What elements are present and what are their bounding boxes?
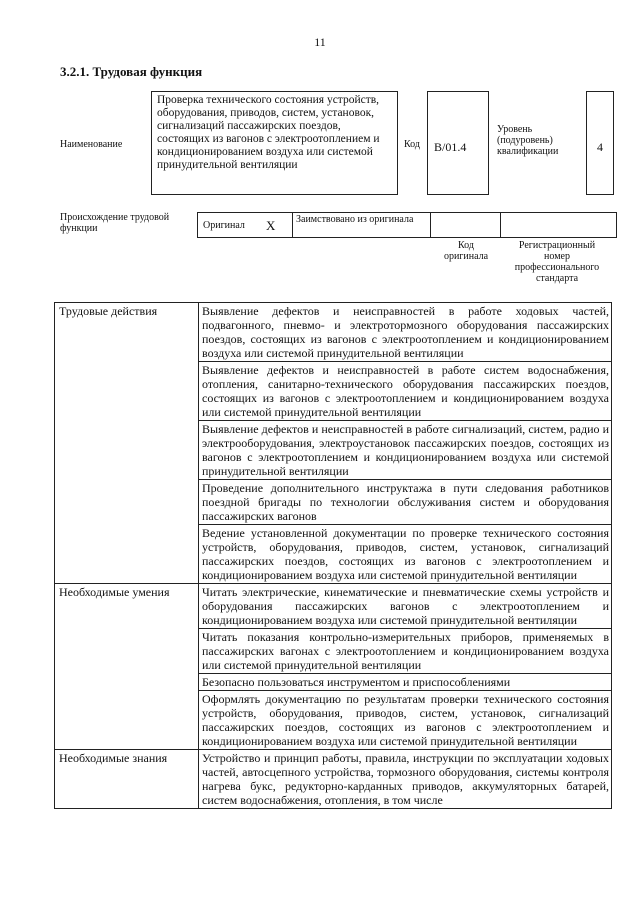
table-row: [55, 584, 612, 629]
original-mark: X: [266, 218, 276, 233]
table-row: [55, 303, 612, 362]
origin-reg-cell: [501, 213, 616, 237]
section-header-actions: Трудовые действия: [55, 303, 199, 584]
section-header-knowledge: Необходимые знания: [55, 750, 199, 809]
origin-code-cell: [431, 213, 501, 237]
list-item: Устройство и принцип работы, правила, инструкции по эксплуатации ходовых частей, автосцепного устройства, тормозного оборудования, системы контроля нагрева букс, редукторно-карданных приводов, аккумуляторных батарей, систем водоснабжения, отопления, в том числе: [199, 750, 612, 809]
list-item: Выявление дефектов и неисправностей в работе сигнализаций, систем, радио и электрооборудования, электроустановок пассажирских поездов, состоящих из вагонов с электроотоплением и кондиционированием воздуха или системой принудительной вентиляции: [199, 421, 612, 480]
list-item: Читать электрические, кинематические и пневматические схемы устройств и оборудования пассажирских вагонов с электроотоплением и кондиционированием воздуха или системой принудительной вентиляции: [199, 584, 612, 629]
section-title: 3.2.1. Трудовая функция: [60, 64, 203, 79]
function-details-table: [54, 302, 612, 809]
table-row: [55, 750, 612, 809]
code-value-box: B/01.4: [427, 91, 489, 195]
list-item: Ведение установленной документации по проверке технического состояния устройств, оборудования, приводов, систем, установок, сигнализаций пассажирских поездов, состоящих из вагонов с электроотоплением и кондиционированием воздуха или системой принудительной вентиляции: [199, 525, 612, 584]
list-item: Проведение дополнительного инструктажа в пути следования работников поездной бригады по технологии обслуживания систем и оборудования пассажирских вагонов: [199, 480, 612, 525]
level-label: Уровень (подуровень) квалификации: [497, 124, 559, 157]
origin-original-cell: [198, 213, 293, 237]
list-item: Безопасно пользоваться инструментом и приспособлениями: [199, 674, 612, 691]
level-value-box: 4: [586, 91, 614, 195]
reg-number-caption: Регистрационный номер профессионального стандарта: [514, 240, 600, 284]
origin-label: Происхождение трудовой функции: [60, 212, 170, 234]
function-name-box: Проверка технического состояния устройств, оборудования, приводов, систем, установок, сигнализаций пассажирских поездов, состоящих из вагонов с электроотоплением и кондиционированием воздуха или системой принудительной вентиляции: [151, 91, 398, 195]
origin-table: [197, 212, 617, 238]
original-label: Оригинал: [203, 220, 245, 231]
borrowed-label: Заимствовано из оригинала: [293, 213, 431, 237]
list-item: Выявление дефектов и неисправностей в работе ходовых частей, подвагонного, пневмо- и электротормозного оборудования пассажирских поездов, состоящих из вагонов с электроотоплением и кондиционированием воздуха или системой принудительной вентиляции: [199, 303, 612, 362]
code-label: Код: [404, 139, 420, 150]
name-label: Наименование: [60, 139, 123, 150]
section-header-skills: Необходимые умения: [55, 584, 199, 750]
code-original-caption: Код оригинала: [443, 240, 489, 262]
list-item: Оформлять документацию по результатам проверки технического состояния устройств, оборудования, приводов, систем, установок, сигнализаций пассажирских поездов, состоящих из вагонов с электроотоплением и кондиционированием воздуха или системой принудительной вентиляции: [199, 691, 612, 750]
list-item: Выявление дефектов и неисправностей в работе систем водоснабжения, отопления, санитарно-технического оборудования пассажирских поездов, состоящих из вагонов с электроотоплением и кондиционированием воздуха или системой принудительной вентиляции: [199, 362, 612, 421]
page-number: 11: [314, 35, 326, 49]
list-item: Читать показания контрольно-измерительных приборов, применяемых в пассажирских вагонах с электроотоплением и кондиционированием воздуха или системой принудительной вентиляции: [199, 629, 612, 674]
